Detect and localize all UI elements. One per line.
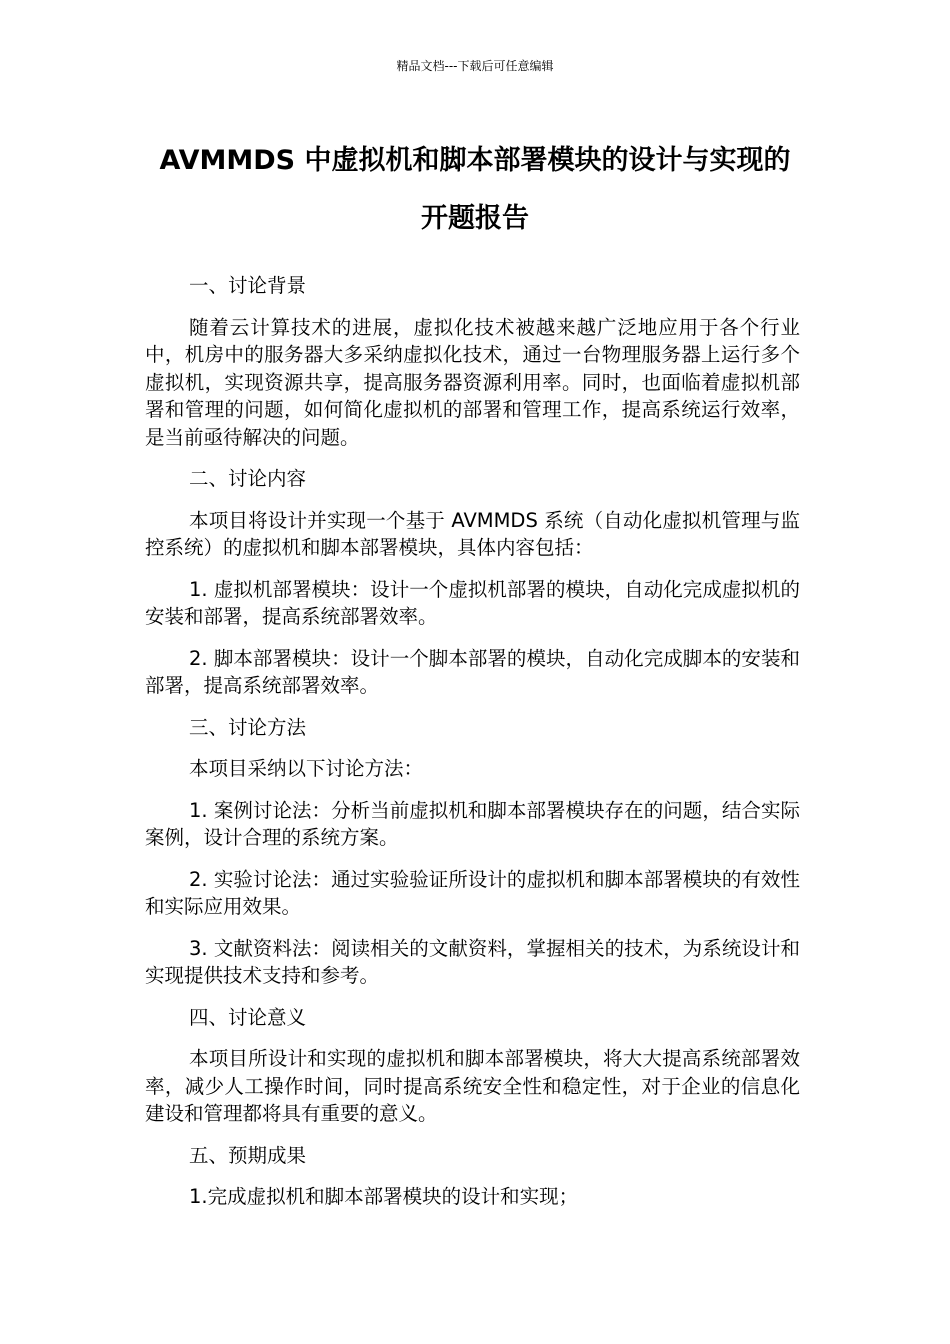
methods-list-item: 1. 案例讨论法：分析当前虚拟机和脚本部署模块存在的问题，结合实际案例，设计合理的系统方案。	[145, 798, 800, 849]
methods-intro-paragraph: 本项目采纳以下讨论方法：	[189, 757, 424, 780]
section-heading-content: 二、讨论内容	[189, 467, 307, 490]
page-header-note: 精品文档---下载后可任意编辑	[396, 59, 554, 73]
background-paragraph: 随着云计算技术的进展，虚拟化技术被越来越广泛地应用于各个行业中，机房中的服务器大多采纳虚拟化技术，通过一台物理服务器上运行多个虚拟机，实现资源共享，提高服务器资源利用率。同时，也面临着虚拟机部署和管理的问题，如何简化虚拟机的部署和管理工作，提高系统运行效率，是当前亟待解决的问题。	[145, 315, 800, 449]
methods-list-item: 3. 文献资料法：阅读相关的文献资料，掌握相关的技术，为系统设计和实现提供技术支持和参考。	[145, 936, 800, 987]
content-intro-paragraph: 本项目将设计并实现一个基于 AVMMDS 系统（自动化虚拟机管理与监控系统）的虚拟机和脚本部署模块，具体内容包括：	[145, 508, 800, 559]
document-body	[145, 272, 800, 1225]
methods-list-item: 2. 实验讨论法：通过实验验证所设计的虚拟机和脚本部署模块的有效性和实际应用效果。	[145, 867, 800, 918]
document-title-line-2: 开题报告	[421, 203, 529, 234]
content-list-item: 1. 虚拟机部署模块：设计一个虚拟机部署的模块，自动化完成虚拟机的安装和部署，提高系统部署效率。	[145, 577, 800, 628]
content-list-item: 2. 脚本部署模块：设计一个脚本部署的模块，自动化完成脚本的安装和部署，提高系统部署效率。	[145, 646, 800, 697]
section-heading-background: 一、讨论背景	[189, 274, 307, 297]
document-title-line-1: AVMMDS 中虚拟机和脚本部署模块的设计与实现的	[159, 145, 791, 176]
results-list-item: 1.完成虚拟机和脚本部署模块的设计和实现；	[189, 1185, 579, 1208]
section-heading-significance: 四、讨论意义	[189, 1005, 307, 1029]
section-heading-results: 五、预期成果	[189, 1143, 307, 1167]
section-heading-methods: 三、讨论方法	[189, 715, 307, 739]
document-title	[120, 132, 830, 248]
significance-paragraph: 本项目所设计和实现的虚拟机和脚本部署模块，将大大提高系统部署效率，减少人工操作时间，同时提高系统安全性和稳定性，对于企业的信息化建设和管理都将具有重要的意义。	[145, 1047, 800, 1125]
